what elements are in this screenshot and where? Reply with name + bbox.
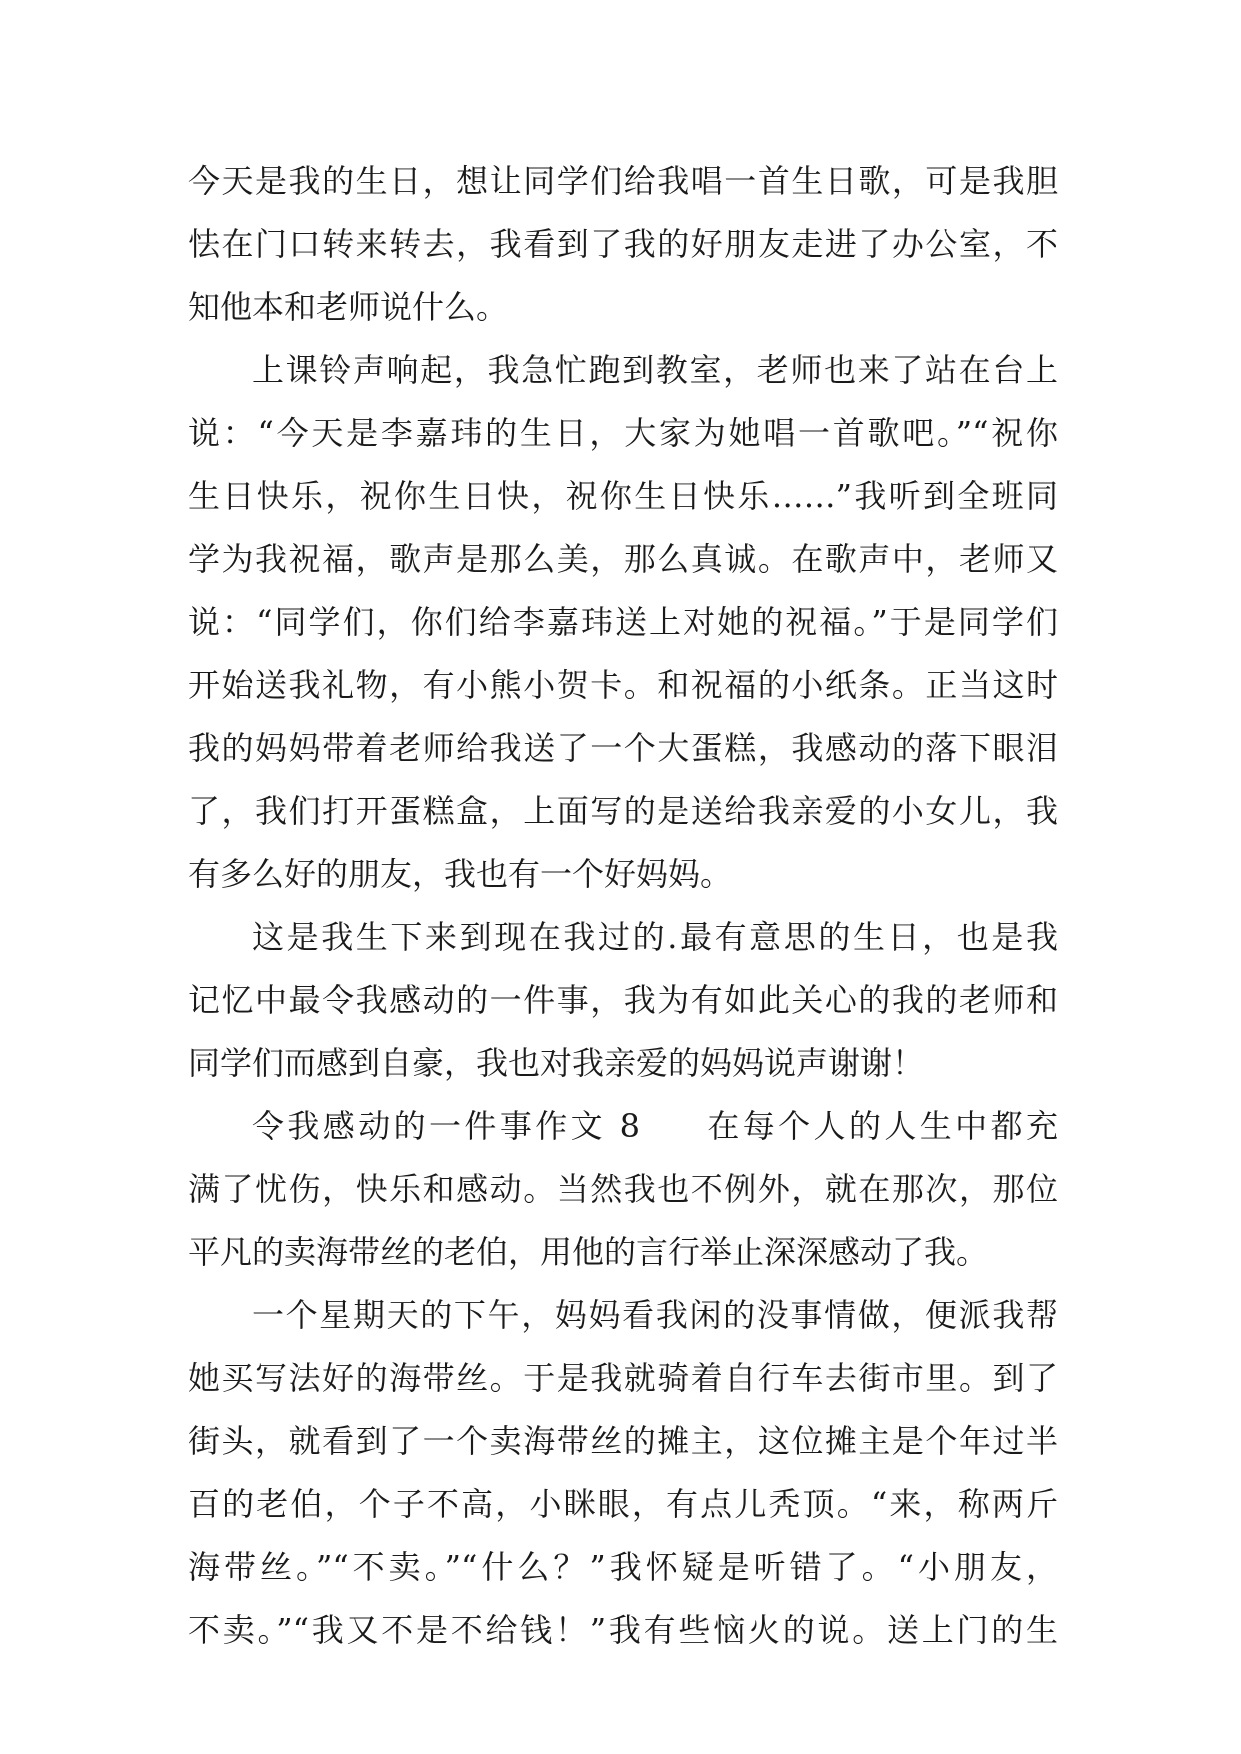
text-line: 在每个人的人生中都充 bbox=[703, 1107, 1058, 1145]
essay-heading-line bbox=[188, 1095, 1058, 1158]
text-line: 这是我生下来到现在我过的.最有意思的生日，也是我 bbox=[252, 918, 1058, 956]
text-line: 今天是我的生日，想让同学们给我唱一首生日歌，可是我胆 bbox=[188, 162, 1058, 200]
text-line: 百的老伯，个子不高，小眯眼，有点儿秃顶。“来，称两斤 bbox=[188, 1485, 1058, 1523]
body-text bbox=[188, 150, 1058, 1662]
text-line: 满了忧伤，快乐和感动。当然我也不例外，就在那次，那位 bbox=[188, 1170, 1058, 1208]
text-line: 她买写法好的海带丝。于是我就骑着自行车去街市里。到了 bbox=[188, 1359, 1058, 1397]
text-line: 怯在门口转来转去，我看到了我的好朋友走进了办公室，不 bbox=[188, 225, 1058, 263]
text-line: 生日快乐，祝你生日快，祝你生日快乐……”我听到全班同 bbox=[188, 477, 1058, 515]
text-line: 说：“今天是李嘉玮的生日，大家为她唱一首歌吧。”“祝你 bbox=[188, 414, 1058, 452]
text-line: 平凡的卖海带丝的老伯，用他的言行举止深深感动了我。 bbox=[188, 1233, 989, 1271]
essay-heading: 令我感动的一件事作文 8 bbox=[252, 1107, 640, 1145]
text-line: 说：“同学们，你们给李嘉玮送上对她的祝福。”于是同学们 bbox=[188, 603, 1058, 641]
text-line: 一个星期天的下午，妈妈看我闲的没事情做，便派我帮 bbox=[252, 1296, 1058, 1334]
text-line: 上课铃声响起，我急忙跑到教室，老师也来了站在台上 bbox=[252, 351, 1058, 389]
text-line: 学为我祝福，歌声是那么美，那么真诚。在歌声中，老师又 bbox=[188, 540, 1058, 578]
text-line: 有多么好的朋友，我也有一个好妈妈。 bbox=[188, 855, 733, 893]
text-line: 开始送我礼物，有小熊小贺卡。和祝福的小纸条。正当这时 bbox=[188, 666, 1058, 704]
text-line: 我的妈妈带着老师给我送了一个大蛋糕，我感动的落下眼泪 bbox=[188, 729, 1058, 767]
text-line: 记忆中最令我感动的一件事，我为有如此关心的我的老师和 bbox=[188, 981, 1058, 1019]
text-line: 不卖。”“我又不是不给钱！”我有些恼火的说。送上门的生 bbox=[188, 1611, 1058, 1649]
text-line: 同学们而感到自豪，我也对我亲爱的妈妈说声谢谢！ bbox=[188, 1044, 925, 1082]
text-line: 街头，就看到了一个卖海带丝的摊主，这位摊主是个年过半 bbox=[188, 1422, 1058, 1460]
text-line: 海带丝。”“不卖。”“什么？”我怀疑是听错了。“小朋友， bbox=[188, 1548, 1058, 1586]
text-line: 知他本和老师说什么。 bbox=[188, 288, 509, 326]
text-line: 了，我们打开蛋糕盒，上面写的是送给我亲爱的小女儿，我 bbox=[188, 792, 1058, 830]
